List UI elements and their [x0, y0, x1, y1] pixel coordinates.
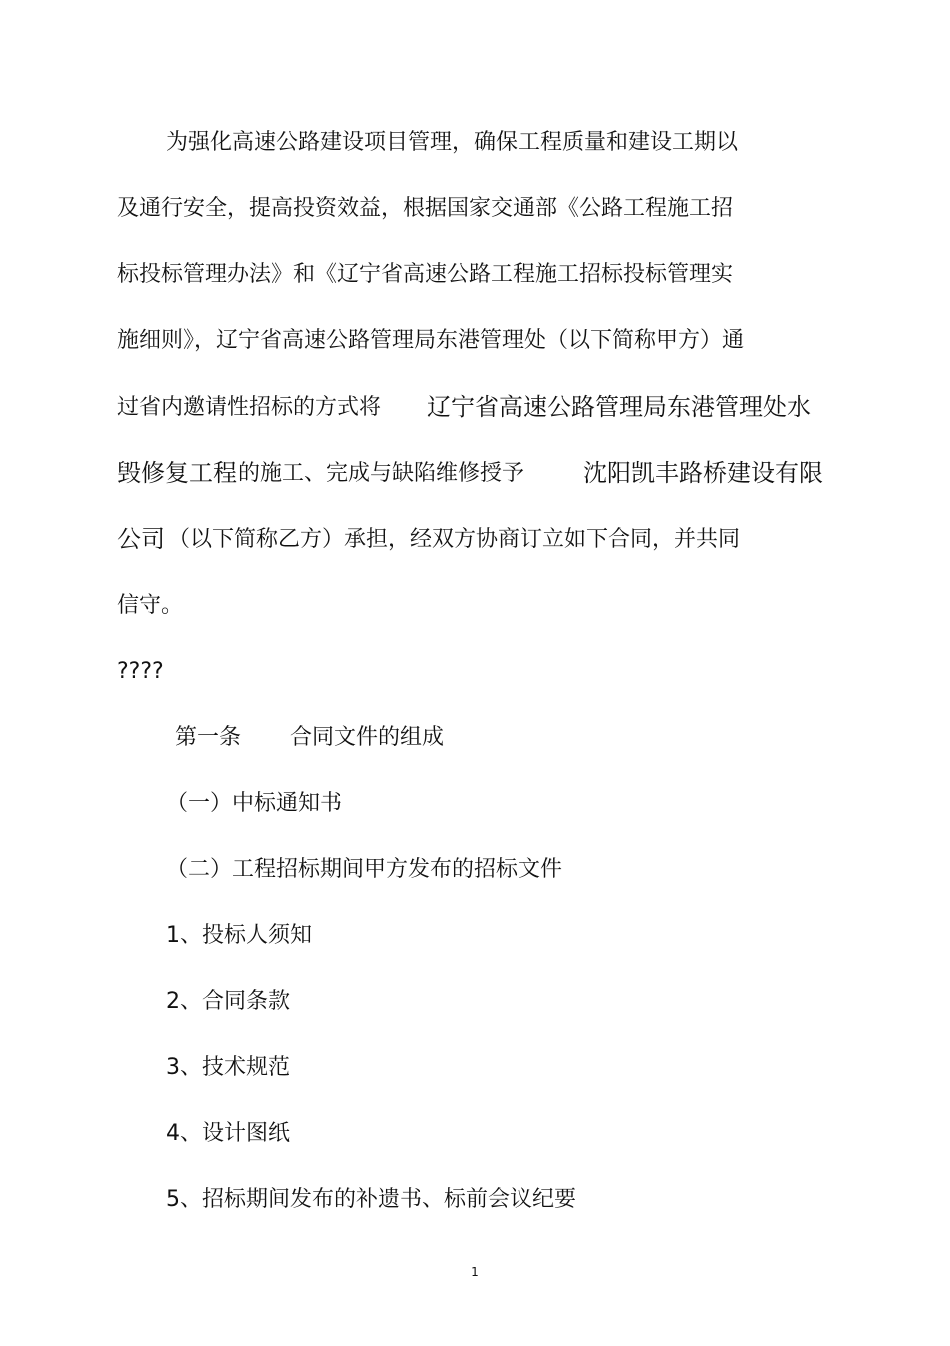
paragraph-line: 及通行安全，提高投资效益，根据国家交通部《公路工程施工招: [117, 196, 734, 221]
list-item: 1、投标人须知: [166, 923, 312, 948]
article-title: 合同文件的组成: [290, 725, 445, 750]
section-item: （一）中标通知书: [166, 791, 343, 816]
section-item: （二）工程招标期间甲方发布的招标文件: [166, 857, 563, 882]
paragraph-line: 施细则》，辽宁省高速公路管理局东港管理处（以下简称甲方）通: [117, 328, 745, 353]
list-item: 5、招标期间发布的补遗书、标前会议纪要: [166, 1187, 576, 1212]
separator-text: ????: [117, 659, 164, 684]
paragraph-line: 过省内邀请性招标的方式将: [117, 395, 382, 420]
paragraph-line: 信守。: [117, 593, 184, 618]
paragraph-line: 标投标管理办法》和《辽宁省高速公路工程施工招标投标管理实: [117, 262, 734, 287]
list-item: 2、合同条款: [166, 989, 290, 1014]
contractor-name-fill-cont: 公司: [117, 525, 165, 553]
article-number: 第一条: [175, 725, 242, 750]
paragraph-line: 为强化高速公路建设项目管理，确保工程质量和建设工期以: [166, 130, 739, 155]
project-owner-fill: 辽宁省高速公路管理局东港管理处水: [427, 393, 811, 421]
project-name-fill: 毁修复工程: [117, 459, 237, 487]
list-item: 4、设计图纸: [166, 1121, 290, 1146]
paragraph-line: （以下简称乙方）承担，经双方协商订立如下合同，并共同: [168, 527, 741, 552]
page-number: 1: [471, 1265, 479, 1279]
paragraph-line: 的施工、完成与缺陷维修授予: [238, 461, 525, 486]
list-item: 3、技术规范: [166, 1055, 290, 1080]
contractor-name-fill: 沈阳凯丰路桥建设有限: [583, 459, 823, 487]
